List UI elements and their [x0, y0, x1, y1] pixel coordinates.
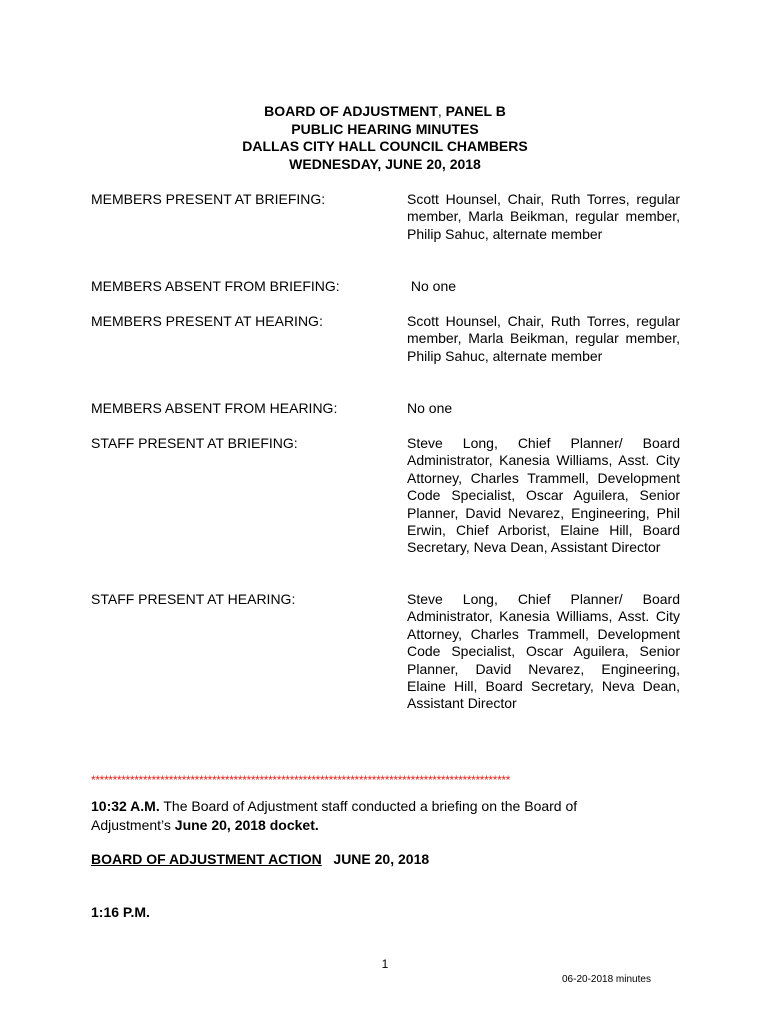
page-footer: 06-20-2018 minutes: [562, 974, 651, 985]
header-date: WEDNESDAY, JUNE 20, 2018: [289, 155, 481, 172]
row-value: Scott Hounsel, Chair, Ruth Torres, regular member, Marla Beikman, regular member, Philip Sahuc, alternate member: [407, 313, 680, 364]
hearing-time: 1:16 P.M.: [91, 904, 150, 920]
header-title: BOARD OF ADJUSTMENT, PANEL B: [264, 103, 506, 119]
page-number: 1: [381, 957, 389, 971]
row-value: No one: [407, 400, 453, 416]
action-heading: [91, 850, 651, 869]
briefing-paragraph: [91, 797, 651, 835]
row-value: Steve Long, Chief Planner/ Board Administrator, Kanesia Williams, Asst. City Attorney, Charles Trammell, Development Code Specialist, Oscar Aguilera, Senior Planner, David Nevarez, Engineering, Phil Erwin, Chief Arborist, Elaine Hill, Board Secretary, Neva Dean, Assistant Director: [407, 435, 680, 556]
row-label: STAFF PRESENT AT BRIEFING:: [91, 435, 298, 451]
separator-line: *************************************************************************************************: [91, 773, 511, 787]
document-header: [0, 103, 770, 173]
action-heading-label: BOARD OF ADJUSTMENT ACTION: [91, 851, 322, 867]
briefing-docket: June 20, 2018 docket.: [174, 817, 319, 833]
row-value: Steve Long, Chief Planner/ Board Administrator, Kanesia Williams, Asst. City Attorney, Charles Trammell, Development Code Specialist, Oscar Aguilera, Senior Planner, David Nevarez, Engineering, Elaine Hill, Board Secretary, Neva Dean, Assistant Director: [407, 591, 680, 712]
row-label: MEMBERS PRESENT AT BRIEFING:: [91, 191, 326, 207]
row-value: No one: [407, 278, 457, 294]
briefing-text: The Board of Adjustment staff conducted a briefing on the Board of Adjustment’s: [91, 798, 578, 833]
header-subtitle: PUBLIC HEARING MINUTES: [291, 120, 479, 137]
row-label: MEMBERS PRESENT AT HEARING:: [91, 313, 323, 329]
header-location: DALLAS CITY HALL COUNCIL CHAMBERS: [242, 138, 528, 154]
row-label: STAFF PRESENT AT HEARING:: [91, 591, 296, 607]
row-value: Scott Hounsel, Chair, Ruth Torres, regular member, Marla Beikman, regular member, Philip Sahuc, alternate member: [407, 191, 680, 242]
row-label: MEMBERS ABSENT FROM BRIEFING:: [91, 278, 340, 294]
row-label: MEMBERS ABSENT FROM HEARING:: [91, 400, 338, 416]
briefing-time: 10:32 A.M.: [91, 798, 160, 814]
action-date: JUNE 20, 2018: [333, 851, 430, 867]
